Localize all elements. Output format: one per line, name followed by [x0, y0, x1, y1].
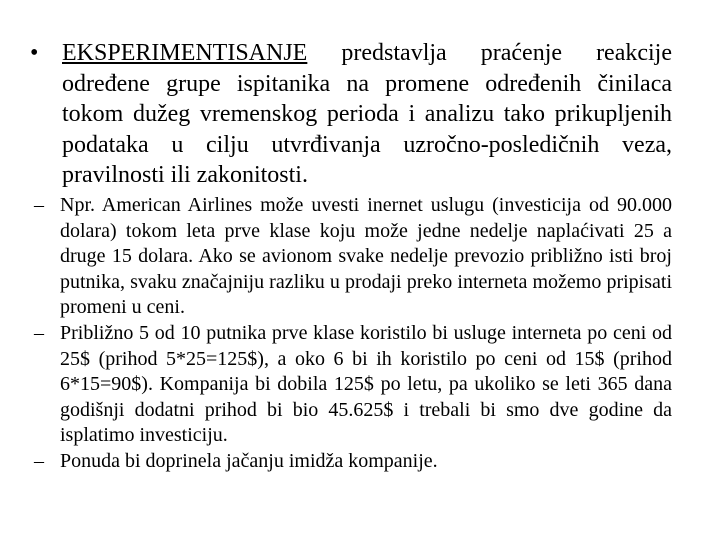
- sub-bullet-text: Ponuda bi doprinela jačanju imidža kompanije.: [60, 449, 438, 472]
- sub-bullet-calculation: [34, 321, 672, 449]
- main-bullet: [30, 38, 672, 191]
- bullet-marker: •: [30, 40, 39, 66]
- sub-bullet-text: Približno 5 od 10 putnika prve klase koristilo bi usluge interneta po ceni od 25$ (prihod 5*25=125$), a oko 6 bi ih koristilo po ceni od 15$ (prihod 6*15=90$). Kompanija bi dobila 125$ po letu, pa ukoliko se leti 365 dana godišnji dodatni prihod bi bio 45.625$ i trebali bi smo dve godine da isplatimo investiciju.: [60, 321, 672, 447]
- dash-marker: –: [34, 449, 44, 472]
- main-bullet-text: [62, 38, 672, 191]
- sub-bullet-text: Npr. American Airlines može uvesti inernet uslugu (investicija od 90.000 dolara) tokom leta prve klase koju može jedne nedelje naplaćivati 25 a druge 15 dolara. Ako se avionom svake nedelje prevozio približno isti broj putnika, svaku značajniju razliku u prodaji preko interneta možemo pripisati promeni u ceni.: [60, 194, 672, 319]
- dash-marker: –: [34, 194, 44, 216]
- sub-bullet-image: [34, 449, 672, 475]
- definition-text: predstavlja praćenje reakcije određene grupe ispitanika na promene određenih činilaca tokom dužeg vremenskog perioda i analizu tako prikupljenih podataka u cilju utvrđivanja uzročno-posledičnih veza, pravilnosti ili zakonitosti.: [62, 40, 672, 188]
- sub-bullet-example: [34, 193, 672, 321]
- dash-marker: –: [34, 321, 44, 344]
- term-eksperimentisanje: EKSPERIMENTISANJE: [62, 40, 308, 66]
- sub-bullet-list: [34, 193, 672, 475]
